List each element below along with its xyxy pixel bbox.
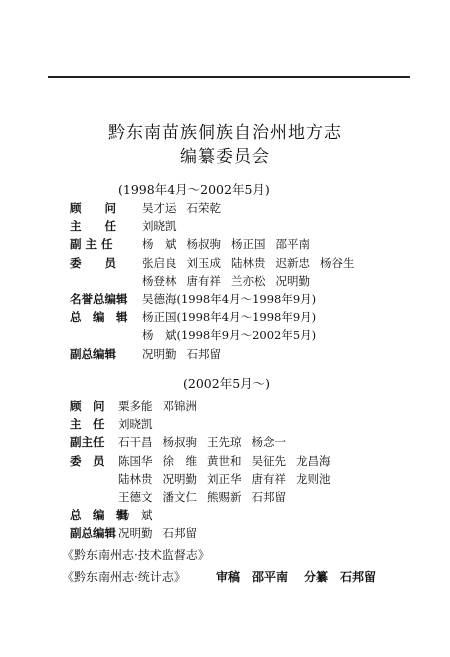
role-label: 名誉总编辑: [70, 292, 128, 306]
member-names: [142, 273, 310, 289]
member-names: [142, 255, 355, 271]
period1-heading: (1998年4月～2002年5月): [118, 182, 270, 197]
footer-book-title-2: 《黔东南州志·统计志》: [62, 570, 186, 584]
member-name: 杨叔驹: [162, 435, 197, 450]
footer-book-title-1: 《黔东南州志·技术监督志》: [62, 548, 210, 562]
member-names: [142, 309, 316, 325]
member-name: 唐有祥: [186, 273, 221, 288]
role-label: 副总编辑: [70, 346, 116, 361]
member-name: 石荣乾: [186, 201, 221, 215]
member-name: 吴德海(1998年4月～1998年9月): [142, 292, 317, 306]
role-label: 顾 问: [70, 399, 105, 413]
member-name: 迟新忠: [275, 255, 310, 270]
roster-row: [0, 218, 450, 236]
member-name: 陆林贵: [118, 471, 153, 486]
member-name: 杨谷生: [320, 255, 355, 270]
member-name: 况明勤: [142, 346, 177, 361]
edit-label: 分纂: [304, 570, 329, 584]
member-name: 吴才运: [142, 201, 177, 215]
member-name: 杨正国: [231, 237, 266, 252]
member-name: 潘文仁: [162, 490, 197, 504]
member-names: [142, 327, 316, 343]
page-title: 黔东南苗族侗族自治州地方志: [108, 123, 342, 143]
footer-credits: [216, 568, 376, 585]
member-name: 杨念一: [251, 435, 286, 450]
member-name: 刘正华: [207, 471, 242, 486]
roster-row: [0, 471, 450, 489]
member-name: 石邦留: [251, 490, 286, 504]
member-name: 邓锦洲: [162, 399, 197, 413]
member-name: 熊赐新: [207, 490, 242, 504]
roster-row: [0, 346, 450, 364]
role-label: 主 任: [70, 417, 105, 432]
member-name: 杨 斌: [142, 237, 177, 252]
role-label: 顾 问: [70, 201, 116, 215]
role-label: 副 主 任: [70, 237, 113, 252]
member-name: 黄世和: [207, 453, 242, 468]
role-label: 委 员: [70, 255, 116, 270]
member-name: 况明勤: [275, 273, 310, 288]
review-label: 审稿: [216, 570, 241, 584]
roster-row: [0, 327, 450, 345]
member-name: 粟多能: [118, 399, 153, 413]
member-names: [118, 434, 286, 450]
member-names: [118, 489, 286, 505]
member-names: [118, 471, 331, 487]
roster-row: [0, 489, 450, 507]
member-names: [142, 291, 316, 307]
member-name: 龙则池: [296, 471, 331, 486]
member-name: 况明勤: [118, 526, 153, 541]
member-name: 杨登林: [142, 273, 177, 288]
member-name: 杨 斌(1998年9月～2002年5月): [142, 328, 317, 343]
member-names: [118, 507, 153, 523]
top-rule: [48, 76, 410, 78]
member-names: [118, 525, 197, 541]
member-names: [142, 236, 310, 252]
role-label: 委 员: [70, 453, 105, 468]
member-name: 龙昌海: [296, 453, 331, 468]
member-name: 杨正国(1998年4月～1998年9月): [142, 310, 317, 325]
member-name: 陆林贵: [231, 255, 266, 270]
roster-row: [0, 255, 450, 273]
member-name: 刘晓凯: [142, 219, 177, 234]
role-label: 主 任: [70, 219, 116, 234]
roster-row: [0, 416, 450, 434]
member-name: 陈国华: [118, 453, 153, 468]
member-name: 唐有祥: [251, 471, 286, 486]
member-name: 况明勤: [162, 471, 197, 486]
member-names: [142, 200, 221, 216]
member-name: 石邦留: [162, 526, 197, 541]
member-names: [118, 453, 331, 469]
role-label: 副主任: [70, 435, 105, 450]
member-names: [118, 398, 197, 414]
roster-row: [0, 273, 450, 291]
member-names: [118, 416, 153, 432]
member-name: 王先琼: [207, 435, 242, 450]
member-name: 杨叔驹: [186, 237, 221, 252]
roster-row: [0, 525, 450, 543]
member-names: [142, 218, 177, 234]
roster-row: [0, 434, 450, 452]
period2-heading: (2002年5月～): [183, 376, 271, 391]
roster-row: [0, 507, 450, 525]
role-label: 副总编辑: [70, 526, 116, 541]
member-name: 石干昌: [118, 435, 153, 450]
roster-row: [0, 398, 450, 416]
member-name: 兰亦松: [231, 273, 266, 288]
roster-row: [0, 200, 450, 218]
reviewer-name: 邵平南: [252, 570, 289, 584]
roster-row: [0, 236, 450, 254]
member-name: 张启良: [142, 255, 177, 270]
member-name: 杨 斌: [118, 508, 153, 523]
roster-row: [0, 309, 450, 327]
page-subtitle: 编纂委员会: [180, 147, 270, 167]
editor-name: 石邦留: [340, 570, 377, 584]
member-name: 王德文: [118, 490, 153, 504]
member-name: 刘玉成: [186, 255, 221, 270]
role-label: 总 编 辑: [70, 508, 128, 523]
roster-row: [0, 291, 450, 309]
roster-row: [0, 453, 450, 471]
member-name: 吴征先: [251, 453, 286, 468]
member-name: 邵平南: [275, 237, 310, 252]
role-label: 总 编 辑: [70, 310, 128, 325]
member-name: 石邦留: [186, 346, 221, 361]
member-name: 徐 维: [162, 453, 197, 468]
member-names: [142, 346, 221, 362]
member-name: 刘晓凯: [118, 417, 153, 432]
